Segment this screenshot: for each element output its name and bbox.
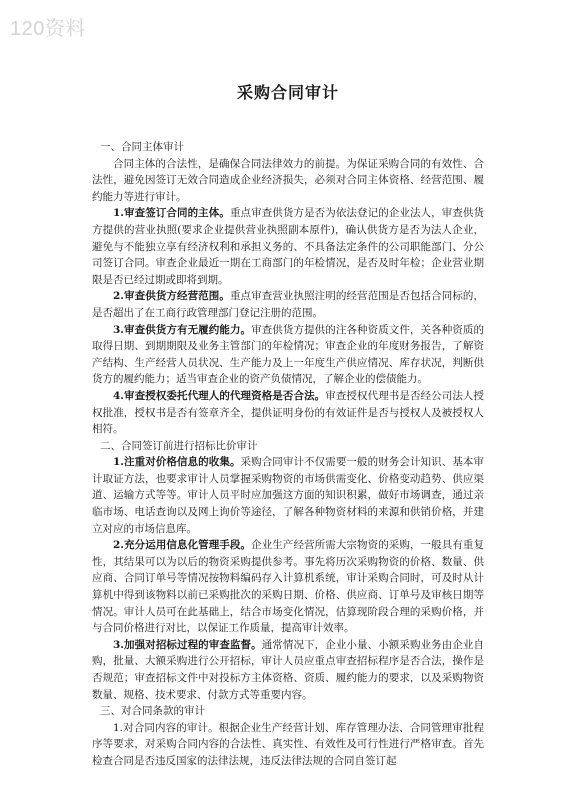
paragraph-lead: 2.审查供货方经营范围。 bbox=[113, 290, 230, 303]
paragraph-lead: 3.加强对招标过程的审查监督。 bbox=[113, 638, 262, 651]
paragraph: 合同主体的合法性，是确保合同法律效力的前提。为保证采购合同的有效性、合法性，避免因签订无效合同造成企业经济损失，必须对合同主体资格、经营范围、履约能力等进行审计。 bbox=[92, 157, 484, 203]
section-heading: 一、合同主体审计 bbox=[100, 141, 184, 153]
paragraph-lead: 3.审查供货方有无履约能力。 bbox=[113, 323, 252, 336]
document-title: 采购合同审计 bbox=[236, 83, 339, 102]
paragraph-lead: 1.审查签订合同的主体。 bbox=[113, 207, 230, 220]
paragraph: 3.加强对招标过程的审查监督。通常情况下，企业小量、小额采购业务由企业自购，批量、大额采购进行公开招标，审计人员应重点审查招标程序是否合法，操作是否规范；审查招标文件中对投标方主体资格、资质、履约能力的要求，以及采购物资数量、规格、技术要求、付款方式等重要内容。 bbox=[92, 638, 485, 701]
watermark-logo: 120资料 bbox=[10, 18, 86, 40]
section-heading: 三、对合同条款的审计 bbox=[100, 705, 205, 718]
paragraph-lead: 4.审查授权委托代理人的代理资格是否合法。 bbox=[113, 389, 326, 402]
paragraph-lead: 2.充分运用信息化管理手段。 bbox=[113, 539, 252, 552]
document-page bbox=[92, 74, 484, 770]
paragraph: 4.审查授权委托代理人的代理资格是否合法。审查授权代理书是否经公司法人授权批准，授权书是否有签章齐全，提供证明身份的有效证件是否与授权人及被授权人相符。 bbox=[92, 389, 484, 436]
paragraph: 1.对合同内容的审计。根据企业生产经营计划、库存管理办法、合同管理审批程序等要求，对采购合同内容的合法性、真实性、有效性及可行性进行严格审查。首先检查合同是否违反国家的法律法规，违反法律法规的合同自签订起 bbox=[92, 721, 484, 767]
paragraph: 1.审查签订合同的主体。重点审查供货方是否为依法登记的企业法人，审查供货方提供的营业执照(要求企业提供营业执照副本原件)，确认供货方是否为法人企业，避免与不能独立享有经济权利和承担义务的、不具备法定条件的公司职能部门、分公司签订合同。审查企业最近一期在工商部门的年检情况，是否及时年检；企业营业期限是否已经过期或即将到期。 bbox=[92, 207, 485, 286]
paragraph: 1.注重对价格信息的收集。采购合同审计不仅需要一般的财务会计知识、基本审计取证方法，也要求审计人员掌握采购物资的市场供需变化、价格变动趋势、供应渠道、运输方式等等。审计人员平时应加强这方面的知识积累，做好市场调查，通过亲临市场、电话查询以及网上询价等途径，了解各种物资材料的来源和供销价格，并建立对应的市场信息库。 bbox=[92, 456, 484, 535]
section-heading: 二、合同签订前进行招标比价审计 bbox=[100, 439, 258, 452]
paragraph: 2.审查供货方经营范围。重点审查营业执照注明的经营范围是否包括合同标的，是否超出了在工商行政管理部门登记注册的范围。 bbox=[92, 290, 485, 319]
paragraph-lead: 1.注重对价格信息的收集。 bbox=[113, 456, 241, 469]
paragraph: 3.审查供货方有无履约能力。审查供货方提供的注各种资质文件，关各种资质的取得日期、到期期限及业务主管部门的年检情况；审查企业的年度财务报告，了解资产结构、生产经营人员状况、生产能力及上一年度生产供应情况、库存状况，判断供货方的履约能力；适当审查企业的资产负债情况，了解企业的偿债能力。 bbox=[92, 323, 484, 386]
paragraph: 2.充分运用信息化管理手段。企业生产经营所需大宗物资的采购，一般具有重复性，其结果可以为以后的物资采购提供参考。事先将历次采购物资的价格、数量、供应商、合同订单号等情况按物料编码存入计算机系统，审计采购合同时，可及时从计算机中得到该物料以前已采购批次的采购日期、价格、供应商、订单号及审核日期等情况。审计人员可在此基础上，结合市场变化情况，估算现阶段合理的采购价格，并与合同价格进行对比，以保证工作质量，提高审计效率。 bbox=[92, 539, 484, 635]
